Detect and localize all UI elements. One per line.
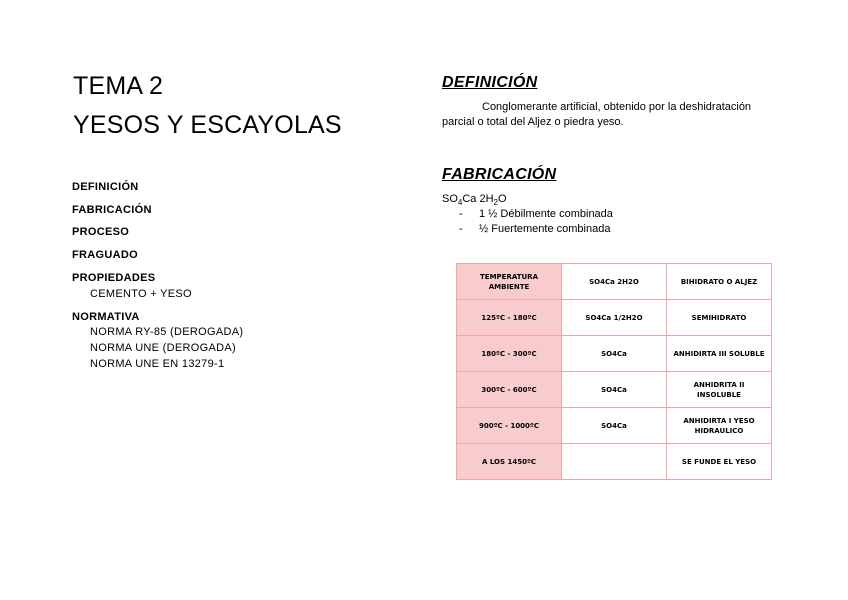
table-cell-phase: ANHIDRITA II INSOLUBLE: [667, 372, 772, 408]
definicion-heading: DEFINICIÓN: [442, 74, 538, 91]
list-item: [459, 208, 613, 220]
table-row: [457, 300, 772, 336]
index-item-definicion: DEFINICIÓN: [72, 181, 139, 193]
table-cell-phase: ANHIDIRTA III SOLUBLE: [667, 336, 772, 372]
chemical-formula: [442, 193, 507, 207]
list-item: [459, 223, 610, 235]
definicion-line-2: parcial o total del Aljez o piedra yeso.: [442, 116, 624, 128]
formula-part-o: O: [498, 193, 507, 205]
formula-sub-2: 2: [493, 198, 498, 208]
index-subitem-cemento-yeso: CEMENTO + YESO: [90, 288, 192, 300]
table-cell-formula: [562, 444, 667, 480]
gypsum-phases-table: [456, 263, 772, 480]
table-cell-phase: SEMIHIDRATO: [667, 300, 772, 336]
table-cell-phase: ANHIDIRTA I YESO HIDRAULICO: [667, 408, 772, 444]
definicion-line-1: Conglomerante artificial, obtenido por la deshidratación: [482, 101, 752, 113]
table-cell-temperature: A LOS 1450ºC: [457, 444, 562, 480]
index-item-fabricacion: FABRICACIÓN: [72, 204, 152, 216]
table-cell-formula: SO4Ca: [562, 372, 667, 408]
index-item-propiedades: PROPIEDADES: [72, 272, 156, 284]
table-cell-temperature: TEMPERATURA AMBIENTE: [457, 264, 562, 300]
list-item-text: 1 ½ Débilmente combinada: [479, 208, 613, 220]
index-item-fraguado: FRAGUADO: [72, 249, 138, 261]
index-subitem-norma-une: NORMA UNE (DEROGADA): [90, 342, 236, 354]
index-subitem-norma-ry85: NORMA RY-85 (DEROGADA): [90, 326, 244, 338]
table-row: [457, 408, 772, 444]
index-item-proceso: PROCESO: [72, 226, 130, 238]
table-cell-formula: SO4Ca 2H2O: [562, 264, 667, 300]
list-item-text: ½ Fuertemente combinada: [479, 223, 611, 235]
table-cell-formula: SO4Ca: [562, 336, 667, 372]
definicion-paragraph: [442, 100, 772, 130]
table-row: [457, 372, 772, 408]
index-subitem-norma-une-en: NORMA UNE EN 13279-1: [90, 358, 225, 370]
formula-part-ca2h: Ca 2H: [462, 193, 494, 205]
table-cell-phase: BIHIDRATO O ALJEZ: [667, 264, 772, 300]
table-row: [457, 444, 772, 480]
table-cell-temperature: 125ºC - 180ºC: [457, 300, 562, 336]
table-row: [457, 336, 772, 372]
table-cell-formula: SO4Ca 1/2H2O: [562, 300, 667, 336]
formula-part-so: SO: [442, 193, 458, 205]
index-item-normativa: NORMATIVA: [72, 311, 140, 323]
table-row: [457, 264, 772, 300]
fabricacion-heading: FABRICACIÓN: [442, 166, 557, 183]
formula-sub-4: 4: [457, 198, 463, 208]
list-dash: -: [459, 223, 463, 235]
table-cell-temperature: 300ºC - 600ºC: [457, 372, 562, 408]
table-cell-formula: SO4Ca: [562, 408, 667, 444]
list-dash: -: [459, 208, 463, 220]
page-title: YESOS Y ESCAYOLAS: [73, 111, 342, 139]
topic-number: TEMA 2: [73, 72, 164, 100]
table-cell-temperature: 180ºC - 300ºC: [457, 336, 562, 372]
table-cell-temperature: 900ºC - 1000ºC: [457, 408, 562, 444]
table-cell-phase: SE FUNDE EL YESO: [667, 444, 772, 480]
